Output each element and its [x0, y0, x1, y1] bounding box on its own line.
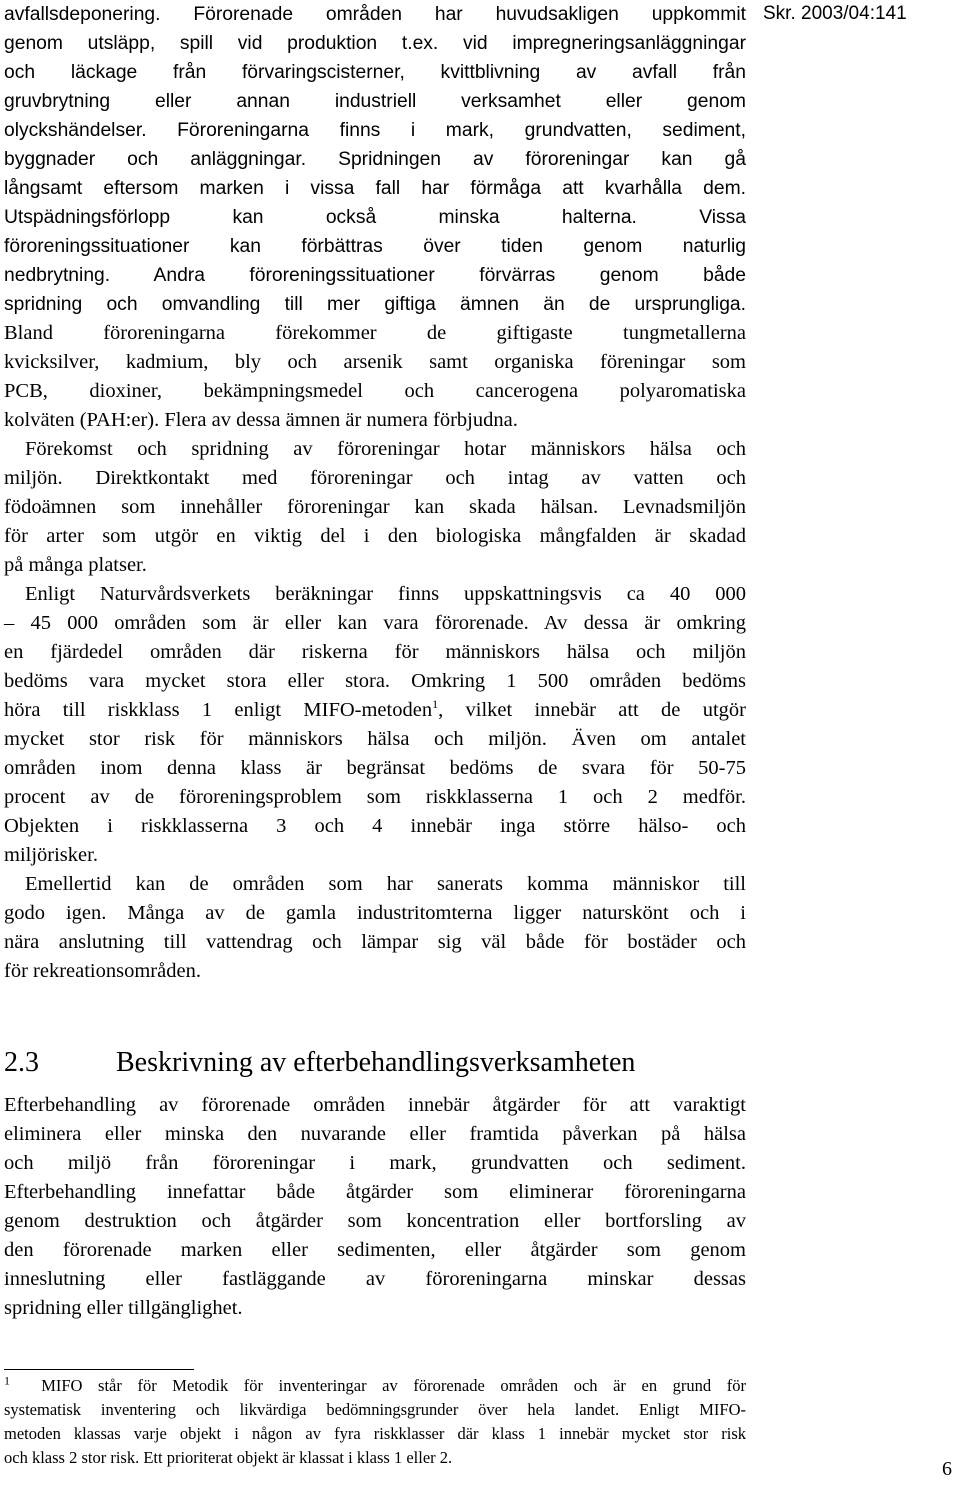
paragraph-remediation-benefits: [4, 870, 746, 986]
text-line: och miljö från föroreningar i mark, grundvatten och sediment.: [4, 1152, 746, 1174]
text-line: PCB, dioxiner, bekämpningsmedel och cancerogena polyaromatiska: [4, 380, 746, 402]
text-line: på många platser.: [4, 554, 147, 576]
text-line: inneslutning eller fastläggande av föroreningarna minskar dessas: [4, 1268, 746, 1290]
footnote-marker: 1: [4, 1373, 10, 1388]
text-line: långsamt eftersom marken i vissa fall har förmåga att kvarhålla dem.: [4, 178, 746, 199]
text-line: för rekreationsområden.: [4, 960, 201, 982]
document-reference: Skr. 2003/04:141: [763, 3, 907, 24]
text-line: nära anslutning till vattendrag och lämpar sig väl både för bostäder och: [4, 931, 746, 953]
text-line: eliminera eller minska den nuvarande eller framtida påverkan på hälsa: [4, 1123, 746, 1145]
text-line: och läckage från förvaringscisterner, kvittblivning av avfall från: [4, 62, 746, 83]
footnote-line: metoden klassas varje objekt i någon av fyra riskklasser där klass 1 innebär mycket stor risk: [4, 1424, 746, 1443]
paragraph-health: [4, 435, 746, 580]
text-line: Objekten i riskklasserna 3 och 4 innebär inga större hälso- och: [4, 815, 746, 837]
text-line: den förorenade marken eller sedimenten, eller åtgärder som genom: [4, 1239, 746, 1261]
text-line: miljön. Direktkontakt med föroreningar och intag av vatten och: [4, 467, 746, 489]
text-line: födoämnen som innehåller föroreningar kan skada hälsan. Levnadsmiljön: [4, 496, 746, 518]
text-line: för arter som utgör en viktig del i den biologiska mångfalden är skadad: [4, 525, 746, 547]
text-line: procent av de föroreningsproblem som riskklasserna 1 och 2 medför.: [4, 786, 746, 808]
text-line: genom destruktion och åtgärder som koncentration eller bortforsling av: [4, 1210, 746, 1232]
text-line: spridning eller tillgänglighet.: [4, 1297, 243, 1319]
text-line: godo igen. Många av de gamla industritomterna ligger naturskönt och i: [4, 902, 746, 924]
paragraph-estimates: [4, 580, 746, 870]
text-line: Förekomst och spridning av föroreningar hotar människors hälsa och: [25, 438, 746, 460]
text-line: föroreningssituationer kan förbättras över tiden genom naturlig: [4, 236, 746, 257]
paragraph-substances: [4, 319, 746, 435]
footnote-reference[interactable]: 1: [432, 697, 439, 712]
text-line: gruvbrytning eller annan industriell verksamhet eller genom: [4, 91, 746, 112]
page-number: 6: [942, 1458, 952, 1480]
footnote-text: MIFO står för Metodik för inventeringar av förorenade områden och är en grund för: [41, 1376, 747, 1395]
footnote-line: och klass 2 stor risk. Ett prioriterat objekt är klassat i klass 1 eller 2.: [4, 1448, 453, 1467]
text-segment: höra till riskklass 1 enligt MIFO-metoden: [4, 699, 433, 721]
text-line: kolväten (PAH:er). Flera av dessa ämnen är numera förbjudna.: [4, 409, 518, 431]
footnote-divider: [4, 1369, 194, 1370]
text-line: genom utsläpp, spill vid produktion t.ex. vid impregneringsanläggningar: [4, 33, 746, 54]
text-line: byggnader och anläggningar. Spridningen av föroreningar kan gå: [4, 149, 746, 170]
text-line: Efterbehandling av förorenade områden innebär åtgärder för att varaktigt: [4, 1094, 746, 1116]
footnote: [4, 1374, 746, 1470]
text-line: avfallsdeponering. Förorenade områden har huvudsakligen uppkommit: [4, 4, 746, 25]
section-heading: [4, 1035, 746, 1091]
text-line: kvicksilver, kadmium, bly och arsenik samt organiska föreningar som: [4, 351, 746, 373]
section-number: 2.3: [4, 1047, 39, 1078]
text-line: bedöms vara mycket stora eller stora. Omkring 1 500 områden bedöms: [4, 670, 746, 692]
text-line: Bland föroreningarna förekommer de giftigaste tungmetallerna: [4, 322, 746, 344]
text-line: Emellertid kan de områden som har sanerats komma människor till: [25, 873, 746, 895]
paragraph-sans: [4, 0, 746, 319]
text-line: Utspädningsförlopp kan också minska halterna. Vissa: [4, 207, 746, 228]
text-line: spridning och omvandling till mer giftiga ämnen än de ursprungliga.: [4, 294, 746, 315]
footnote-line: systematisk inventering och likvärdiga bedömningsgrunder över hela landet. Enligt MIFO-: [4, 1400, 746, 1419]
footnote-line: [4, 1374, 746, 1398]
text-line: områden inom denna klass är begränsat bedöms de svara för 50-75: [4, 757, 746, 779]
text-line: Enligt Naturvårdsverkets beräkningar finns uppskattningsvis ca 40 000: [25, 583, 746, 605]
text-segment: , vilket innebär att de utgör: [438, 699, 746, 721]
text-line: nedbrytning. Andra föroreningssituationer förvärras genom både: [4, 265, 746, 286]
text-line: – 45 000 områden som är eller kan vara förorenade. Av dessa är omkring: [4, 612, 746, 634]
section-title: Beskrivning av efterbehandlingsverksamheten: [116, 1047, 636, 1078]
document-body: [4, 0, 746, 1470]
text-line: olyckshändelser. Föroreningarna finns i mark, grundvatten, sediment,: [4, 120, 746, 141]
text-line-with-footnote: [4, 696, 746, 725]
text-line: Efterbehandling innefattar både åtgärder som eliminerar föroreningarna: [4, 1181, 746, 1203]
text-line: miljörisker.: [4, 844, 98, 866]
text-line: mycket stor risk för människors hälsa och miljön. Även om antalet: [4, 728, 746, 750]
paragraph-section: [4, 1091, 746, 1323]
text-line: en fjärdedel områden där riskerna för människors hälsa och miljön: [4, 641, 746, 663]
